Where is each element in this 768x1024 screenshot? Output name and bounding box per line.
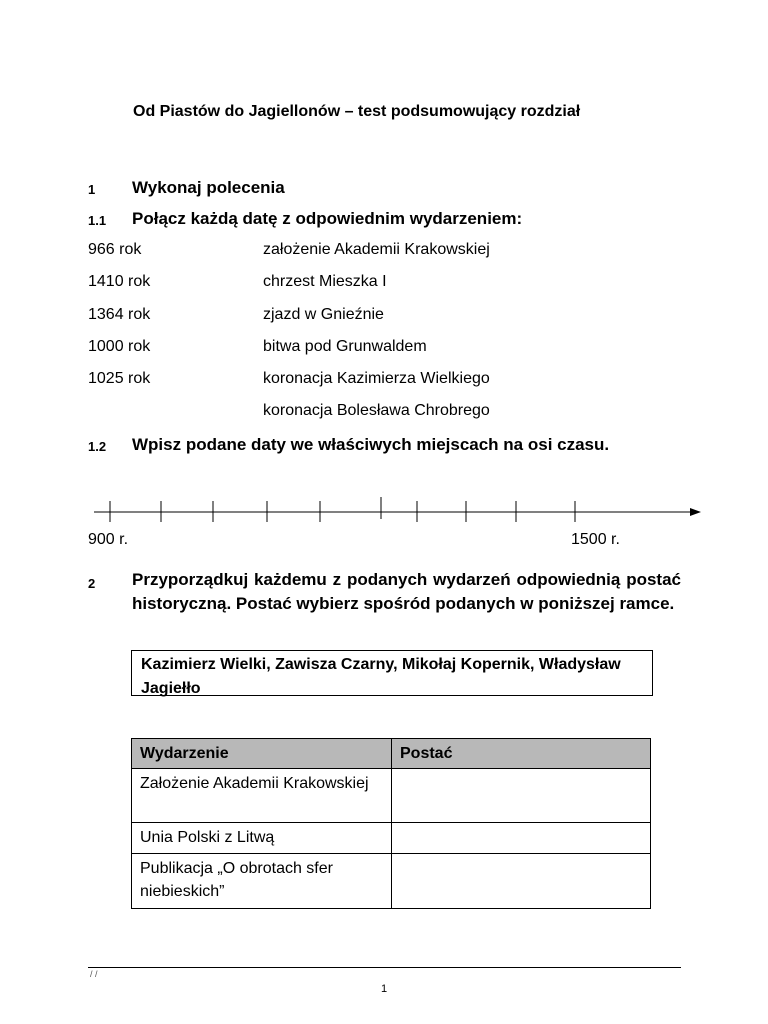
task-1-1-heading: Połącz każdą datę z odpowiednim wydarzeniem: bbox=[132, 209, 523, 228]
table-cell-event: Założenie Akademii Krakowskiej bbox=[132, 769, 392, 823]
table-cell-answer[interactable] bbox=[392, 823, 651, 854]
task-1-1-number: 1.1 bbox=[88, 213, 107, 228]
task-1-2-number: 1.2 bbox=[88, 439, 107, 454]
section-2-number: 2 bbox=[88, 576, 96, 591]
timeline-start-label: 900 r. bbox=[88, 531, 129, 548]
date-item: 1364 rok bbox=[88, 306, 151, 323]
page-number: 1 bbox=[380, 983, 388, 995]
names-box: Kazimierz Wielki, Zawisza Czarny, Mikołaj Kopernik, Władysław Jagiełło bbox=[131, 650, 653, 696]
event-item: zjazd w Gnieźnie bbox=[263, 306, 384, 323]
footer-divider bbox=[88, 967, 681, 968]
table-cell-event: Publikacja „O obrotach sfer niebieskich” bbox=[132, 854, 392, 909]
section-1-heading: Wykonaj polecenia bbox=[132, 178, 285, 197]
timeline-arrowhead bbox=[690, 508, 701, 516]
date-item: 1025 rok bbox=[88, 370, 151, 387]
table-cell-event: Unia Polski z Litwą bbox=[132, 823, 392, 854]
table-header-cell: Postać bbox=[392, 739, 651, 769]
task-1-2-heading: Wpisz podane daty we właściwych miejscach na osi czasu. bbox=[132, 435, 610, 454]
date-item: 966 rok bbox=[88, 241, 142, 258]
event-item: założenie Akademii Krakowskiej bbox=[263, 241, 490, 258]
footer-mark: / / bbox=[90, 969, 98, 979]
table-row bbox=[132, 854, 651, 909]
date-item: 1410 rok bbox=[88, 273, 151, 290]
table-cell-answer[interactable] bbox=[392, 854, 651, 909]
date-item: 1000 rok bbox=[88, 338, 151, 355]
table-header-row bbox=[132, 739, 651, 769]
table-header-cell: Wydarzenie bbox=[132, 739, 392, 769]
timeline-end-label: 1500 r. bbox=[571, 531, 620, 548]
event-item: bitwa pod Grunwaldem bbox=[263, 338, 427, 355]
table-row bbox=[132, 769, 651, 823]
table-cell-answer[interactable] bbox=[392, 769, 651, 823]
table-row bbox=[132, 823, 651, 854]
section-1-number: 1 bbox=[88, 182, 96, 197]
event-item: koronacja Bolesława Chrobrego bbox=[263, 402, 490, 419]
section-2-heading: Przyporządkuj każdemu z podanych wydarzeń odpowiednią postać historyczną. Postać wybierz spośród podanych w poniższej ramce. bbox=[132, 570, 681, 613]
event-item: chrzest Mieszka I bbox=[263, 273, 387, 290]
page-title: Od Piastów do Jagiellonów – test podsumowujący rozdział bbox=[133, 103, 581, 120]
matching-table bbox=[131, 738, 651, 909]
timeline-axis bbox=[90, 492, 705, 528]
event-item: koronacja Kazimierza Wielkiego bbox=[263, 370, 490, 387]
